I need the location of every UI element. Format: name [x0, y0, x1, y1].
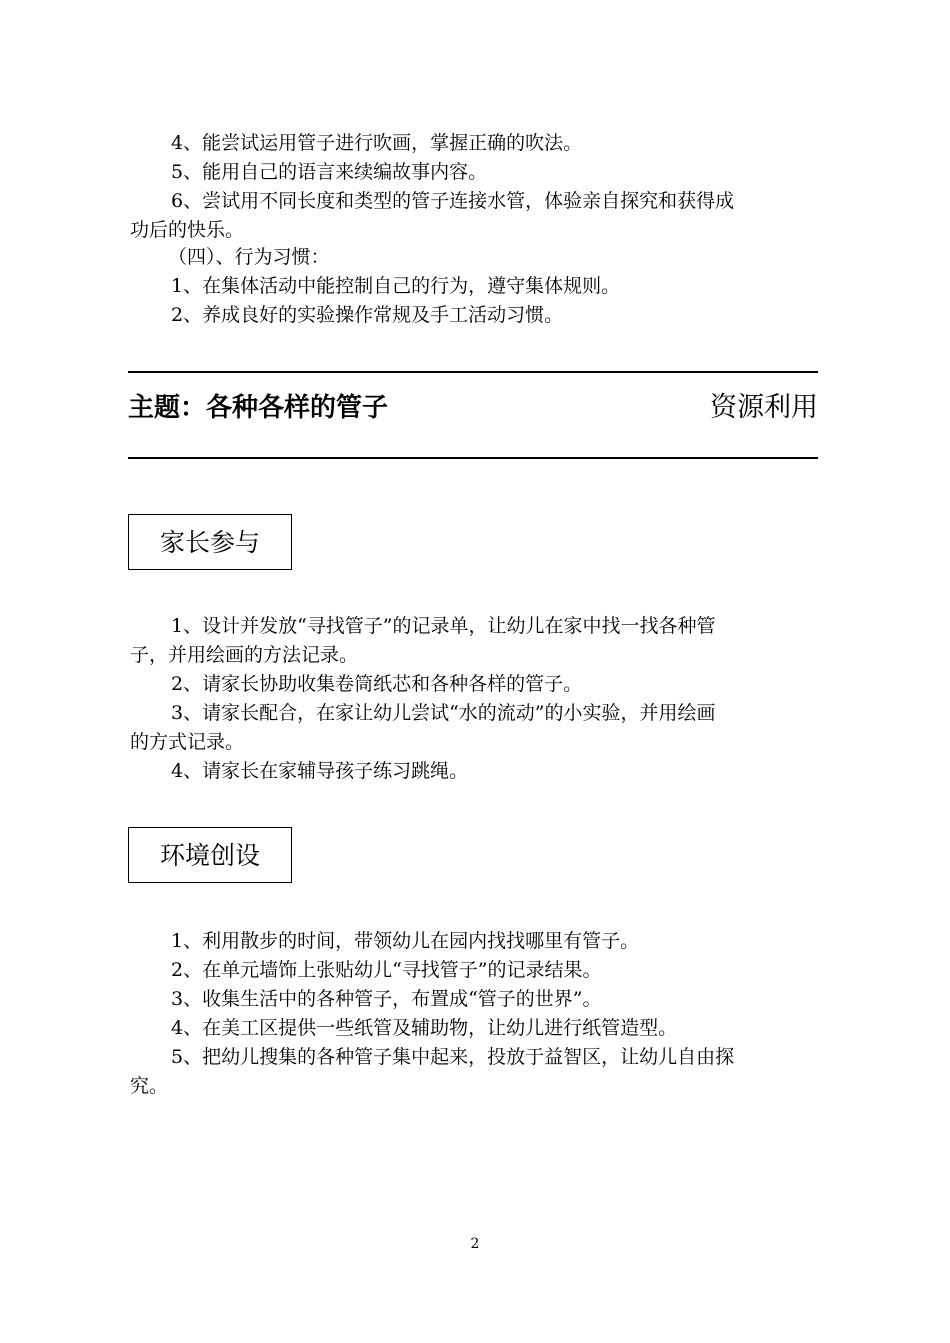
- header-top-rule: [128, 371, 818, 373]
- environment-line: 1、利用散步的时间，带领幼儿在园内找找哪里有管子。: [171, 930, 640, 952]
- goal-line: 1、在集体活动中能控制自己的行为，遵守集体规则。: [171, 275, 621, 297]
- goal-line: 功后的快乐。: [130, 219, 245, 241]
- section-label: 资源利用: [710, 392, 818, 423]
- environment-heading-box: 环境创设: [128, 827, 292, 883]
- subheading-behavior: （四）、行为习惯：: [168, 246, 330, 268]
- environment-line: 3、收集生活中的各种管子，布置成“管子的世界”。: [171, 988, 602, 1010]
- goal-line: 6、尝试用不同长度和类型的管子连接水管，体验亲自探究和获得成: [171, 190, 735, 212]
- parents-line: 子，并用绘画的方法记录。: [130, 644, 359, 666]
- environment-line: 4、在美工区提供一些纸管及辅助物，让幼儿进行纸管造型。: [171, 1017, 678, 1039]
- goal-line: 5、能用自己的语言来续编故事内容。: [171, 161, 488, 183]
- parents-line: 2、请家长协助收集卷筒纸芯和各种各样的管子。: [171, 673, 583, 695]
- parents-line: 1、设计并发放“寻找管子”的记录单，让幼儿在家中找一找各种管: [171, 615, 716, 637]
- environment-line: 5、把幼儿搜集的各种管子集中起来，投放于益智区，让幼儿自由探: [171, 1046, 735, 1068]
- parents-line: 的方式记录。: [130, 731, 245, 753]
- parents-heading-box: 家长参与: [128, 514, 292, 570]
- goal-line: 4、能尝试运用管子进行吹画，掌握正确的吹法。: [171, 132, 583, 154]
- header-bottom-rule: [128, 457, 818, 459]
- theme-title: 主题：各种各样的管子: [128, 393, 389, 423]
- parents-line: 3、请家长配合，在家让幼儿尝试“水的流动”的小实验，并用绘画: [171, 702, 716, 724]
- goal-line: 2、养成良好的实验操作常规及手工活动习惯。: [171, 304, 564, 326]
- parents-line: 4、请家长在家辅导孩子练习跳绳。: [171, 760, 469, 782]
- environment-line: 究。: [130, 1075, 169, 1097]
- page-number: 2: [470, 1236, 480, 1252]
- environment-line: 2、在单元墙饰上张贴幼儿“寻找管子”的记录结果。: [171, 959, 602, 981]
